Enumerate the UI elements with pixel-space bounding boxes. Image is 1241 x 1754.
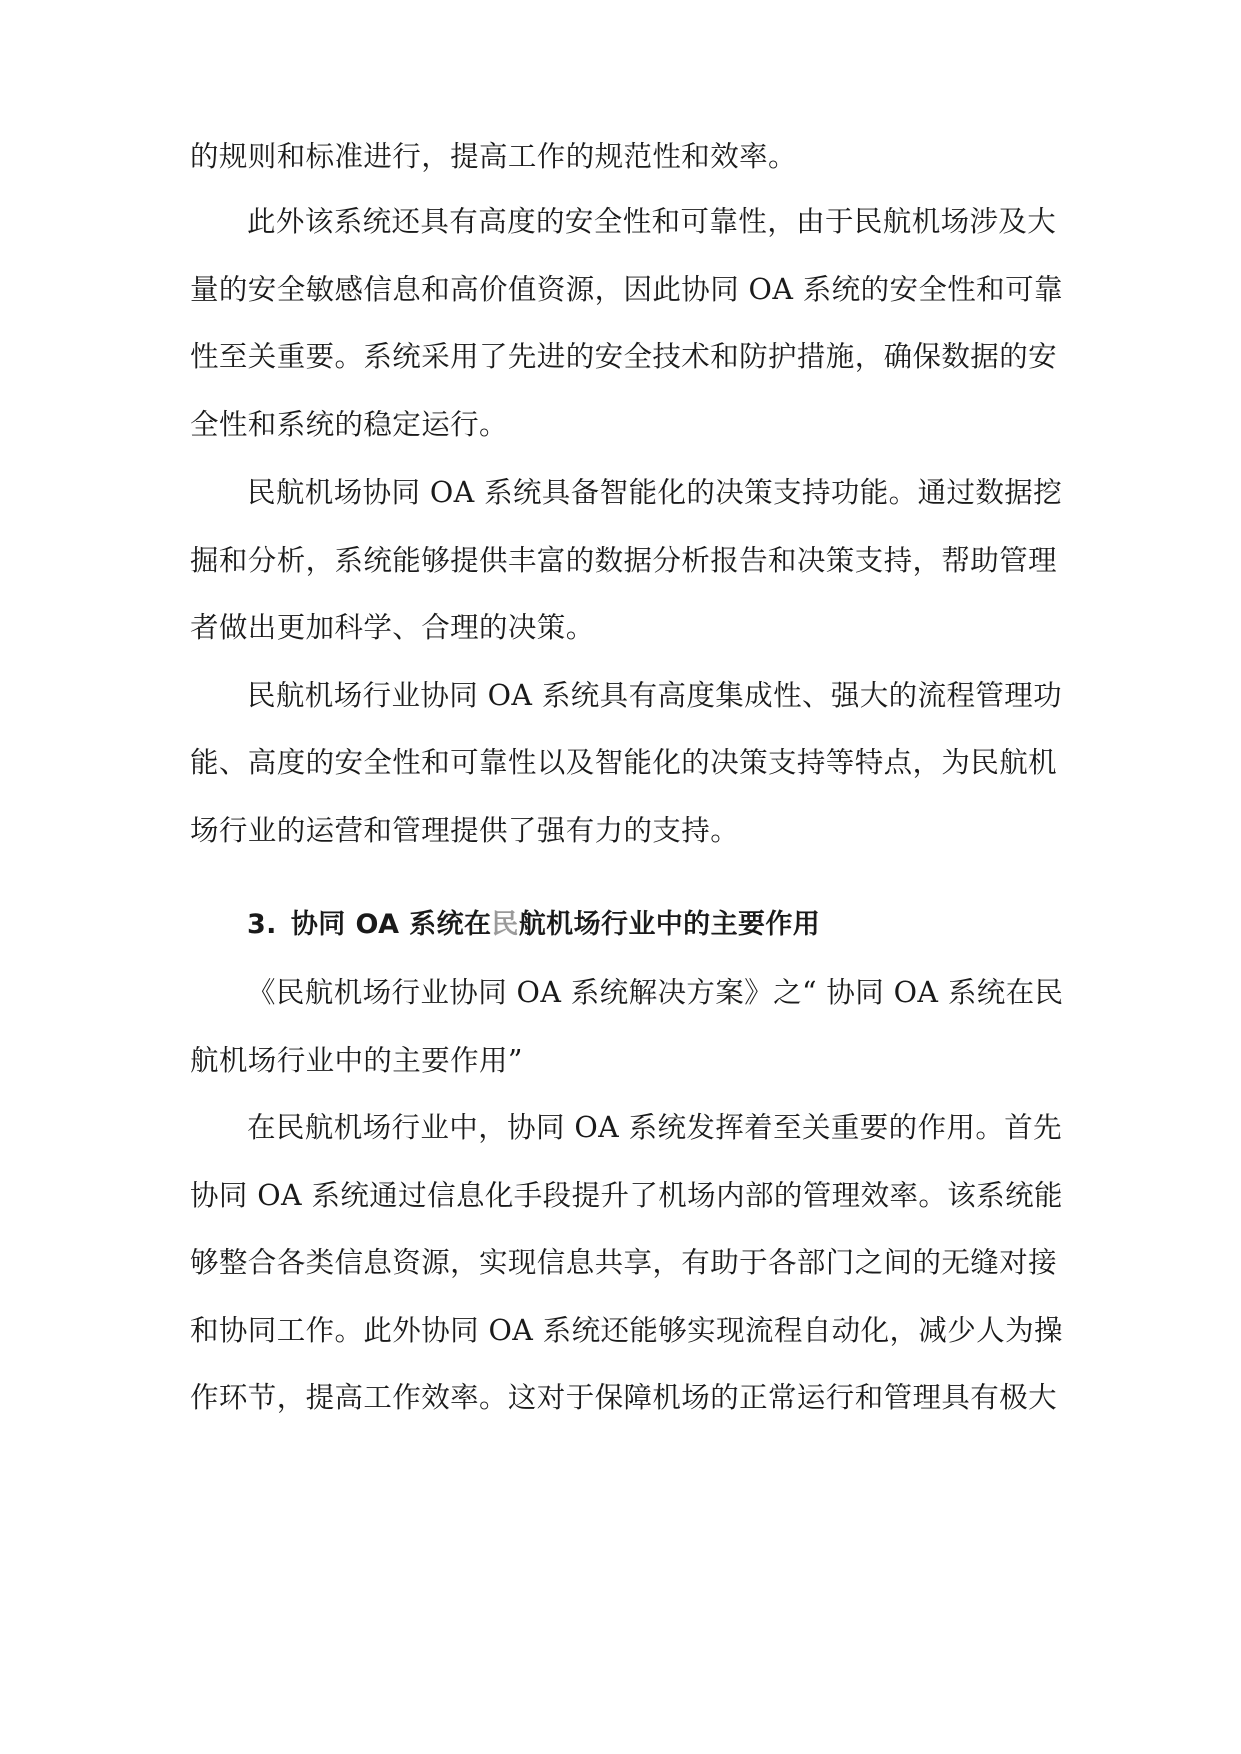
paragraph-line: 性至关重要。系统采用了先进的安全技术和防护措施，确保数据的安 — [190, 340, 1058, 373]
paragraph-line: 能、高度的安全性和可靠性以及智能化的决策支持等特点，为民航机 — [190, 746, 1058, 779]
section-title-faded-char: 民 — [491, 909, 519, 940]
paragraph-line: 者做出更加科学、合理的决策。 — [190, 611, 595, 644]
paragraph-line: 量的安全敏感信息和高价值资源，因此协同 OA 系统的安全性和可靠 — [190, 273, 1063, 306]
section-title-part-b: 航机场行业中的主要作用 — [518, 909, 821, 940]
paragraph-line: 此外该系统还具有高度的安全性和可靠性，由于民航机场涉及大 — [247, 205, 1057, 238]
paragraph-line: 协同 OA 系统通过信息化手段提升了机场内部的管理效率。该系统能 — [190, 1179, 1063, 1212]
section-heading — [247, 905, 1060, 945]
paragraph-line: 够整合各类信息资源，实现信息共享，有助于各部门之间的无缝对接 — [190, 1246, 1058, 1279]
paragraph-line: 民航机场行业协同 OA 系统具有高度集成性、强大的流程管理功 — [247, 679, 1063, 712]
paragraph-line: 民航机场协同 OA 系统具备智能化的决策支持功能。通过数据挖 — [247, 476, 1063, 509]
paragraph-line: 航机场行业中的主要作用” — [190, 1044, 523, 1077]
section-number: 3. — [247, 909, 277, 940]
paragraph-line: 和协同工作。此外协同 OA 系统还能够实现流程自动化，减少人为操 — [190, 1314, 1063, 1347]
paragraph-line: 场行业的运营和管理提供了强有力的支持。 — [190, 814, 740, 847]
paragraph-line: 全性和系统的稳定运行。 — [190, 408, 508, 441]
paragraph-line: 掘和分析，系统能够提供丰富的数据分析报告和决策支持，帮助管理 — [190, 544, 1058, 577]
paragraph-line: 作环节，提高工作效率。这对于保障机场的正常运行和管理具有极大 — [190, 1381, 1058, 1414]
section-title-part-a: 协同 OA 系统在 — [290, 909, 492, 940]
paragraph-line: 的规则和标准进行，提高工作的规范性和效率。 — [190, 140, 797, 173]
paragraph-line: 《民航机场行业协同 OA 系统解决方案》之“ 协同 OA 系统在民 — [247, 976, 1064, 1009]
paragraph-line: 在民航机场行业中，协同 OA 系统发挥着至关重要的作用。首先 — [247, 1111, 1063, 1144]
